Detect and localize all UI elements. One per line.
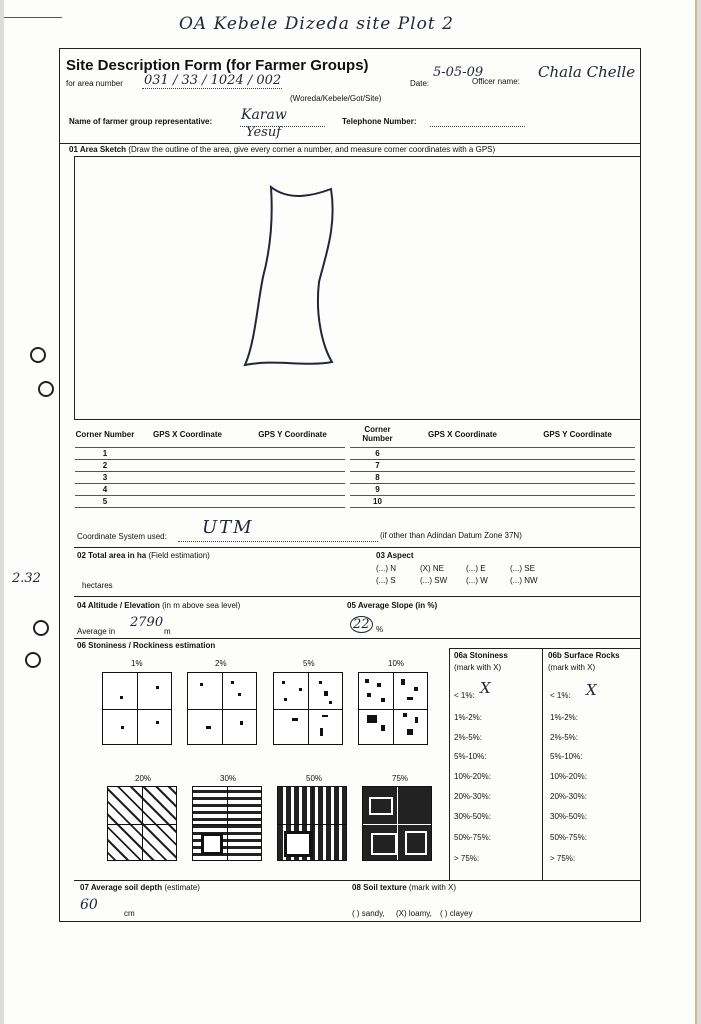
area-sketch-instructions: (Draw the outline of the area, give every corner a number, and measure corner coordinates with a GPS) [128,145,496,154]
stone-6a-opt-6[interactable]: 20%-30%: [454,792,491,801]
corner-number: 5 [75,496,135,508]
corner-number: 8 [350,472,405,484]
stone-6a-mark: X [480,679,491,697]
rocks-6b-opt-2[interactable]: 1%-2%: [550,713,579,722]
aspect-dir: SE [524,564,535,573]
stoniness-6a-subtitle: (mark with X) [454,663,502,672]
stone-diagram-20 [107,786,177,861]
area-number-dotline [142,88,282,89]
corner-number: 2 [75,460,135,472]
gps-y-cell[interactable] [520,448,635,460]
soil-texture-sublabel: (mark with X) [408,883,457,892]
gps-y-cell[interactable] [240,496,345,508]
total-area-label [77,551,210,560]
aspect-box: (X) [420,564,431,573]
gps-y-cell[interactable] [520,460,635,472]
gps-table-left [75,421,345,508]
rep-label: Name of farmer group representative: [69,117,213,126]
rocks-6b-opt-3[interactable]: 2%-5%: [550,733,579,742]
area-sketch-box [74,156,641,420]
altitude-label [77,601,240,610]
page-header-handwriting: OA Kebele Dizeda site Plot 2 [179,14,454,34]
altitude-average-label: Average in [77,627,116,636]
aspect-dir: N [390,564,397,573]
area-sketch-title: 01 Area Sketch [69,145,127,154]
table-row [350,460,635,472]
total-area-sublabel: (Field estimation) [148,551,210,560]
altitude-unit: m [164,627,171,636]
gps-x-cell[interactable] [405,460,520,472]
divider-06 [74,638,641,639]
aspect-box: (...) [510,576,522,585]
stone-6a-opt-1[interactable]: < 1%: [454,691,475,700]
aspect-dir: NE [432,564,445,573]
stone-pct-50: 50% [306,774,323,783]
rocks-6b-opt-4[interactable]: 5%-10%: [550,752,583,761]
rocks-6b-mark: X [586,681,597,699]
area-sketch-drawing [75,157,640,419]
corner-number: 6 [350,448,405,460]
soil-depth-unit: cm [124,909,135,918]
rep-dotline [240,126,325,127]
aspect-option-nw[interactable] [510,576,538,585]
gps-x-cell[interactable] [405,472,520,484]
stone-6a-opt-5[interactable]: 10%-20%: [454,772,491,781]
site-description-form [12,48,641,922]
divider-07 [74,880,641,881]
aspect-option-sw[interactable] [420,576,447,585]
aspect-option-se[interactable] [510,564,535,573]
corner-number: 9 [350,484,405,496]
soil-depth-sublabel: (estimate) [164,883,200,892]
stone-pct-2: 2% [215,659,227,668]
rocks-6b-opt-8[interactable]: 50%-75%: [550,833,587,842]
stone-pct-1: 1% [131,659,143,668]
table-row [350,484,635,496]
stoniness-top-rule [449,648,641,649]
aspect-box: (...) [510,564,522,573]
rocks-6b-title: 06b Surface Rocks [548,651,620,660]
stone-6a-opt-2[interactable]: 1%-2%: [454,713,483,722]
table-row [75,496,345,508]
aspect-dir: SW [434,576,448,585]
total-area-unit: hectares [82,581,113,590]
soil-texture-sandy[interactable]: ( ) sandy, [352,909,385,918]
stone-6a-opt-7[interactable]: 30%-50%: [454,812,491,821]
aspect-dir: NW [524,576,538,585]
stoniness-label: 06 Stoniness / Rockiness estimation [77,641,216,650]
gps-x-cell[interactable] [405,484,520,496]
soil-depth-label [80,883,200,892]
aspect-box: (...) [466,576,478,585]
coord-system-label: Coordinate System used: [77,532,167,541]
coord-system-dotline [178,541,378,542]
stone-6a-opt-8[interactable]: 50%-75%: [454,833,491,842]
soil-texture-label [352,883,456,892]
gps-x-cell[interactable] [135,496,240,508]
gps-x-cell[interactable] [135,472,240,484]
table-row [75,472,345,484]
stone-diagram-1 [102,672,172,745]
gps-y-cell[interactable] [520,496,635,508]
soil-texture-clayey[interactable]: ( ) clayey [440,909,473,918]
aspect-dir: E [480,564,486,573]
rocks-6b-subtitle: (mark with X) [548,663,596,672]
coord-system-note: (if other than Adindan Datum Zone 37N) [380,531,522,540]
soil-depth-title: 07 Average soil depth [80,883,163,892]
stone-diagram-50 [277,786,347,861]
gps-x-cell[interactable] [405,496,520,508]
aspect-box: (...) [376,564,388,573]
stoniness-col-divider-2 [542,648,543,880]
gps-y-cell[interactable] [520,484,635,496]
rocks-6b-opt-1[interactable]: < 1%: [550,691,571,700]
binder-hole-2 [38,381,54,397]
gps-header-corner-2: Corner Number [350,421,405,448]
coord-system-value: UTM [202,517,254,538]
binder-hole-1 [30,347,46,363]
date-label: Date: [410,79,430,88]
aspect-box: (...) [466,564,478,573]
stoniness-col-divider-1 [449,648,450,880]
divider-sketch [60,143,640,144]
aspect-option-e[interactable] [466,564,486,573]
soil-texture-title: 08 Soil texture [352,883,407,892]
rep-value-line2: Yesuf [246,125,282,140]
rocks-6b-opt-5[interactable]: 10%-20%: [550,772,587,781]
stone-diagram-30 [192,786,262,861]
stone-6a-opt-3[interactable]: 2%-5%: [454,733,483,742]
stone-diagram-2 [187,672,257,745]
slope-unit: % [376,625,384,634]
slope-value: 22 [350,616,373,633]
altitude-title: 04 Altitude / Elevation [77,601,160,610]
stone-6a-opt-4[interactable]: 5%-10%: [454,752,487,761]
aspect-box: (...) [376,576,388,585]
stoniness-6a-title: 06a Stoniness [454,651,508,660]
stone-pct-30: 30% [220,774,237,783]
total-area-title: 02 Total area in ha [77,551,147,560]
binder-hole-3 [33,620,49,636]
table-row [350,448,635,460]
divider-02 [74,547,641,548]
corner-number: 3 [75,472,135,484]
gps-y-cell[interactable] [240,472,345,484]
gps-header-y: GPS Y Coordinate [240,421,345,448]
stone-pct-10: 10% [388,659,405,668]
gps-x-cell[interactable] [135,460,240,472]
corner-number: 1 [75,448,135,460]
slope-label: 05 Average Slope (in %) [347,601,438,610]
gps-header-x-2: GPS X Coordinate [405,421,520,448]
corner-number: 4 [75,484,135,496]
table-row [75,484,345,496]
stone-pct-20: 20% [135,774,152,783]
table-row [75,460,345,472]
rep-value-line1: Karaw [241,107,287,123]
altitude-sublabel: (in m above sea level) [162,601,241,610]
stone-diagram-10 [358,672,428,745]
gps-header-x: GPS X Coordinate [135,421,240,448]
stone-diagram-75 [362,786,432,861]
rocks-6b-opt-7[interactable]: 30%-50%: [550,812,587,821]
gps-x-cell[interactable] [135,484,240,496]
stone-pct-75: 75% [392,774,409,783]
officer-value: Chala Chelle [538,63,636,81]
gps-x-cell[interactable] [405,448,520,460]
gps-table-right [350,421,635,508]
gps-y-cell[interactable] [240,484,345,496]
aspect-option-n[interactable] [376,564,396,573]
phone-dotline [430,126,525,127]
date-value: 5-05-09 [433,65,484,80]
altitude-value: 2790 [130,615,164,630]
area-number-label: for area number [66,79,123,88]
gps-y-cell[interactable] [520,472,635,484]
aspect-box: (...) [420,576,432,585]
stone-6a-opt-9[interactable]: > 75%: [454,854,480,863]
aspect-dir: S [390,576,396,585]
area-sketch-label [69,145,495,154]
corner-number: 10 [350,496,405,508]
corner-number: 7 [350,460,405,472]
corner-mark [4,17,62,18]
form-title: Site Description Form (for Farmer Groups) [66,57,369,74]
aspect-option-s[interactable] [376,576,396,585]
gps-y-cell[interactable] [240,448,345,460]
table-row [350,496,635,508]
officer-label: Officer name: [472,77,520,86]
table-row [350,472,635,484]
aspect-option-w[interactable] [466,576,488,585]
stone-diagram-5 [273,672,343,745]
aspect-option-ne[interactable] [420,564,444,573]
binder-hole-4 [25,652,41,668]
area-number-value: 031 / 33 / 1024 / 002 [144,73,282,88]
aspect-label: 03 Aspect [376,551,414,560]
total-area-value: 2.32 [12,571,41,586]
soil-texture-loamy[interactable]: (X) loamy, [396,909,432,918]
gps-header-y-2: GPS Y Coordinate [520,421,635,448]
rocks-6b-opt-9[interactable]: > 75%: [550,854,576,863]
gps-x-cell[interactable] [135,448,240,460]
gps-y-cell[interactable] [240,460,345,472]
rocks-6b-opt-6[interactable]: 20%-30%: [550,792,587,801]
phone-label: Telephone Number: [342,117,417,126]
divider-04 [74,596,641,597]
soil-depth-value: 60 [80,897,98,913]
stone-pct-5: 5% [303,659,315,668]
table-row [75,448,345,460]
area-subcaption: (Woreda/Kebele/Got/Site) [290,94,382,103]
aspect-dir: W [480,576,488,585]
gps-header-corner: Corner Number [75,421,135,448]
